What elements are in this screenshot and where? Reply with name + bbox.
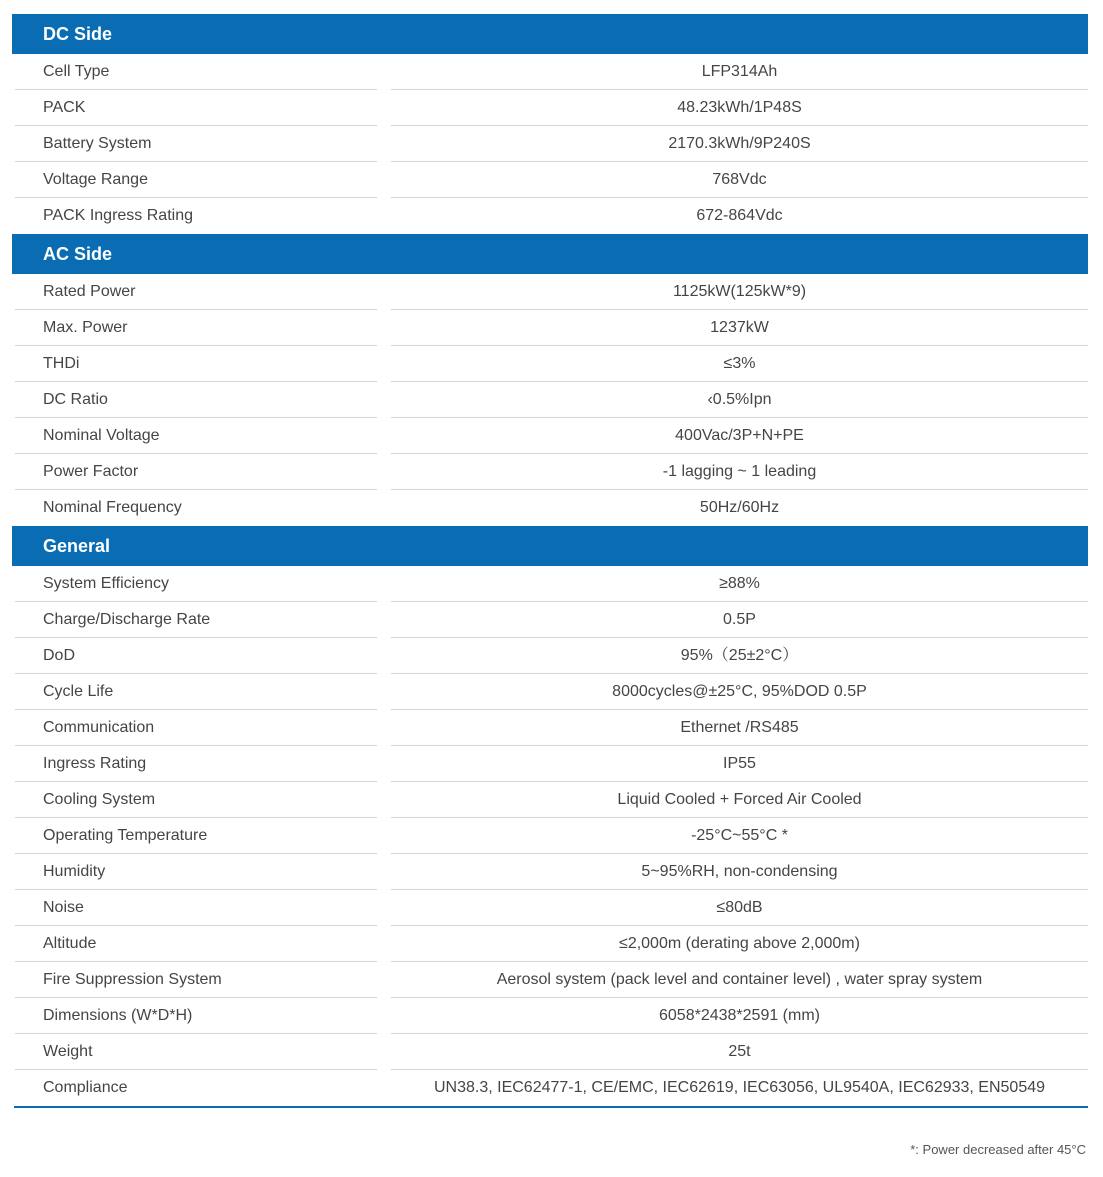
row-value: 5~95%RH, non-condensing bbox=[391, 854, 1088, 890]
table-row bbox=[12, 418, 1088, 454]
table-row bbox=[12, 382, 1088, 418]
row-label: Cell Type bbox=[15, 54, 377, 90]
row-label: DC Ratio bbox=[15, 382, 377, 418]
section-dc-side bbox=[12, 14, 1088, 234]
row-value: UN38.3, IEC62477-1, CE/EMC, IEC62619, IEC63056, UL9540A, IEC62933, EN50549 bbox=[433, 1079, 1046, 1096]
table-row bbox=[12, 962, 1088, 998]
row-value: 48.23kWh/1P48S bbox=[391, 90, 1088, 126]
row-label: Communication bbox=[15, 710, 377, 746]
table-row bbox=[12, 1070, 1088, 1106]
row-label: Cooling System bbox=[15, 782, 377, 818]
table-row bbox=[12, 746, 1088, 782]
row-label: PACK bbox=[15, 90, 377, 126]
table-row bbox=[12, 566, 1088, 602]
row-value: 50Hz/60Hz bbox=[699, 499, 780, 516]
row-value: 1125kW(125kW*9) bbox=[391, 274, 1088, 310]
row-value: Ethernet /RS485 bbox=[391, 710, 1088, 746]
table-row bbox=[12, 346, 1088, 382]
table-row bbox=[12, 674, 1088, 710]
row-label: Max. Power bbox=[15, 310, 377, 346]
row-label: DoD bbox=[15, 638, 377, 674]
row-label: Charge/Discharge Rate bbox=[15, 602, 377, 638]
table-row bbox=[12, 782, 1088, 818]
table-row bbox=[12, 490, 1088, 526]
row-label: Rated Power bbox=[15, 274, 377, 310]
table-row bbox=[12, 162, 1088, 198]
row-value: 0.5P bbox=[391, 602, 1088, 638]
row-label: Nominal Frequency bbox=[43, 499, 182, 516]
table-row bbox=[12, 54, 1088, 90]
row-value: 1237kW bbox=[391, 310, 1088, 346]
table-row bbox=[12, 310, 1088, 346]
row-value: IP55 bbox=[391, 746, 1088, 782]
row-label: Noise bbox=[15, 890, 377, 926]
row-label: Weight bbox=[15, 1034, 377, 1070]
row-label: Fire Suppression System bbox=[15, 962, 377, 998]
row-value: 8000cycles@±25°C, 95%DOD 0.5P bbox=[391, 674, 1088, 710]
table-row bbox=[12, 710, 1088, 746]
row-label: Cycle Life bbox=[15, 674, 377, 710]
table-row bbox=[12, 454, 1088, 490]
table-row bbox=[12, 638, 1088, 674]
table-row bbox=[12, 198, 1088, 234]
table-row bbox=[12, 602, 1088, 638]
row-label: Nominal Voltage bbox=[15, 418, 377, 454]
row-value: -1 lagging ~ 1 leading bbox=[391, 454, 1088, 490]
row-label: Battery System bbox=[15, 126, 377, 162]
row-label: THDi bbox=[15, 346, 377, 382]
row-value: ≥88% bbox=[391, 566, 1088, 602]
section-header: General bbox=[12, 526, 1088, 566]
row-label: PACK Ingress Rating bbox=[43, 207, 193, 224]
footnote: *: Power decreased after 45°C bbox=[910, 1142, 1086, 1157]
table-row bbox=[12, 854, 1088, 890]
row-label: Voltage Range bbox=[15, 162, 377, 198]
table-row bbox=[12, 1034, 1088, 1070]
row-value: -25°C~55°C * bbox=[391, 818, 1088, 854]
row-label: Humidity bbox=[15, 854, 377, 890]
row-value: ≤3% bbox=[391, 346, 1088, 382]
row-value: Liquid Cooled + Forced Air Cooled bbox=[391, 782, 1088, 818]
table-row bbox=[12, 274, 1088, 310]
row-value: Aerosol system (pack level and container level) , water spray system bbox=[391, 962, 1088, 998]
row-value: 400Vac/3P+N+PE bbox=[391, 418, 1088, 454]
row-value: LFP314Ah bbox=[391, 54, 1088, 90]
row-value: 25t bbox=[391, 1034, 1088, 1070]
row-value: 6058*2438*2591 (mm) bbox=[391, 998, 1088, 1034]
row-value: ≤2,000m (derating above 2,000m) bbox=[391, 926, 1088, 962]
row-label: Dimensions (W*D*H) bbox=[15, 998, 377, 1034]
table-row bbox=[12, 890, 1088, 926]
table-bottom-rule bbox=[14, 1106, 1088, 1108]
row-label: Ingress Rating bbox=[15, 746, 377, 782]
row-value: 95%（25±2°C） bbox=[391, 638, 1088, 674]
section-ac-side bbox=[12, 234, 1088, 526]
table-row bbox=[12, 998, 1088, 1034]
section-header: DC Side bbox=[12, 14, 1088, 54]
row-label: Operating Temperature bbox=[15, 818, 377, 854]
table-row bbox=[12, 126, 1088, 162]
table-row bbox=[12, 926, 1088, 962]
row-value: 672-864Vdc bbox=[696, 207, 783, 224]
row-value: 768Vdc bbox=[391, 162, 1088, 198]
section-general bbox=[12, 526, 1088, 1106]
spec-table bbox=[12, 14, 1088, 1108]
section-header: AC Side bbox=[12, 234, 1088, 274]
row-label: Compliance bbox=[43, 1079, 128, 1096]
row-label: Power Factor bbox=[15, 454, 377, 490]
row-value: 2170.3kWh/9P240S bbox=[391, 126, 1088, 162]
row-value: ‹0.5%Ipn bbox=[391, 382, 1088, 418]
table-row bbox=[12, 90, 1088, 126]
table-row bbox=[12, 818, 1088, 854]
row-label: Altitude bbox=[15, 926, 377, 962]
row-label: System Efficiency bbox=[15, 566, 377, 602]
row-value: ≤80dB bbox=[391, 890, 1088, 926]
